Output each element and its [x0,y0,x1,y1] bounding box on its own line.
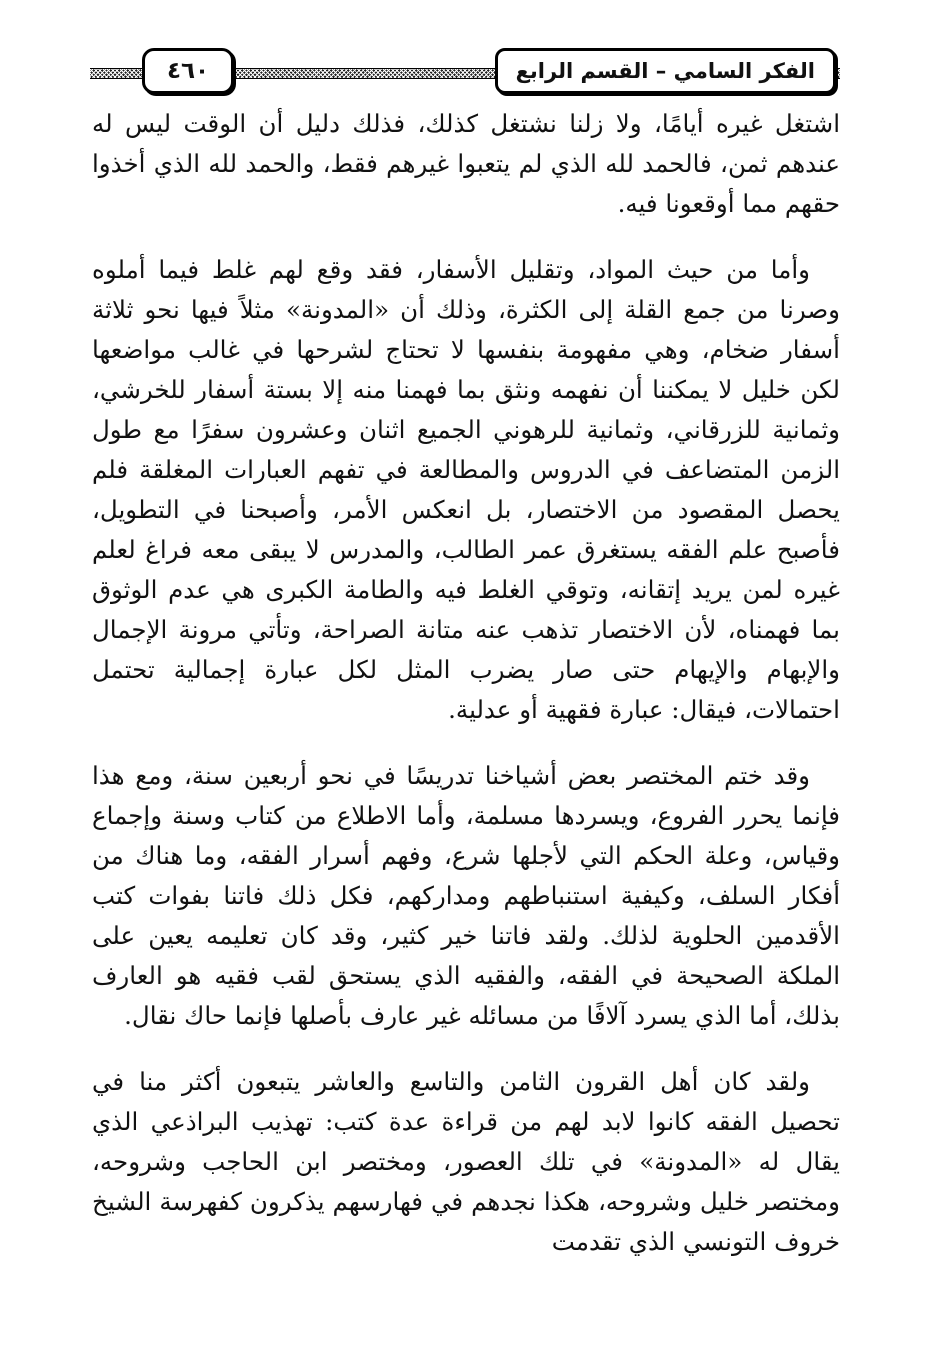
page-body [92,104,840,1288]
page-header [90,40,840,98]
page-number: ٤٦٠ [142,48,234,94]
paragraph-2: وأما من حيث المواد، وتقليل الأسفار، فقد وقع لهم غلط فيما أملوه وصرنا من جمع القلة إلى الكثرة، وذلك أن «المدونة» مثلاً فيها نحو ثلاثة أسفار ضخام، وهي مفهومة بنفسها لا تحتاج لشرحها في غالب مواضعها لكن خليل لا يمكننا أن نفهمه ونثق بما فهمنا منه إلا بستة أسفار للخرشي، وثمانية للزرقاني، وثمانية للرهوني الجميع اثنان وعشرون سفرًا مع طول الزمن المتضاعف في الدروس والمطالعة في تفهم العبارات المغلقة فلم يحصل المقصود من الاختصار، بل انعكس الأمر، وأصبحنا في التطويل، فأصبح علم الفقه يستغرق عمر الطالب، والمدرس لا يبقى معه فراغ لعلم غيره لمن يريد إتقانه، وتوقي الغلط فيه والطامة الكبرى هي عدم الوثوق بما فهمناه، لأن الاختصار تذهب عنه متانة الصراحة، وتأتي مرونة الإجمال والإبهام والإيهام حتى صار يضرب المثل لكل عبارة إجمالية تحتمل احتمالات، فيقال: عبارة فقهية أو عدلية. [92,255,840,724]
paragraph-3: وقد ختم المختصر بعض أشياخنا تدريسًا في نحو أربعين سنة، ومع هذا فإنما يحرر الفروع، ويسردها مسلمة، وأما الاطلاع من كتاب وسنة وإجماع وقياس، وعلة الحكم التي لأجلها شرع، وفهم أسرار الفقه، وما هناك من أفكار السلف، وكيفية استنباطهم ومداركهم، فكل ذلك فاتنا بفوات كتب الأقدمين الحلوية لذلك. ولقد فاتنا خير كثير، وقد كان تعليمه يعين على الملكة الصحيحة في الفقه، والفقيه الذي يستحق لقب فقيه هو العارف بذلك، أما الذي يسرد آلافًا من مسائله غير عارف بأصلها فإنما حاك نقال. [92,761,840,1030]
paragraph-4: ولقد كان أهل القرون الثامن والتاسع والعاشر يتبعون أكثر منا في تحصيل الفقه كانوا لابد لهم من قراءة عدة كتب: تهذيب البراذعي الذي يقال له «المدونة» في تلك العصور، ومختصر ابن الحاجب وشروحه، ومختصر خليل وشروحه، هكذا نجدهم في فهارسهم يذكرون كفهرسة الشيخ خروف التونسي الذي تقدمت [92,1067,840,1256]
running-title: الفكر السامي – القسم الرابع [495,48,836,94]
paragraph-1: اشتغل غيره أيامًا، ولا زلنا نشتغل كذلك، فذلك دليل أن الوقت ليس له عندهم ثمن، فالحمد لله الذي لم يتعبوا غيرهم فقط، والحمد لله الذي أخذوا حقهم مما أوقعونا فيه. [92,109,840,218]
